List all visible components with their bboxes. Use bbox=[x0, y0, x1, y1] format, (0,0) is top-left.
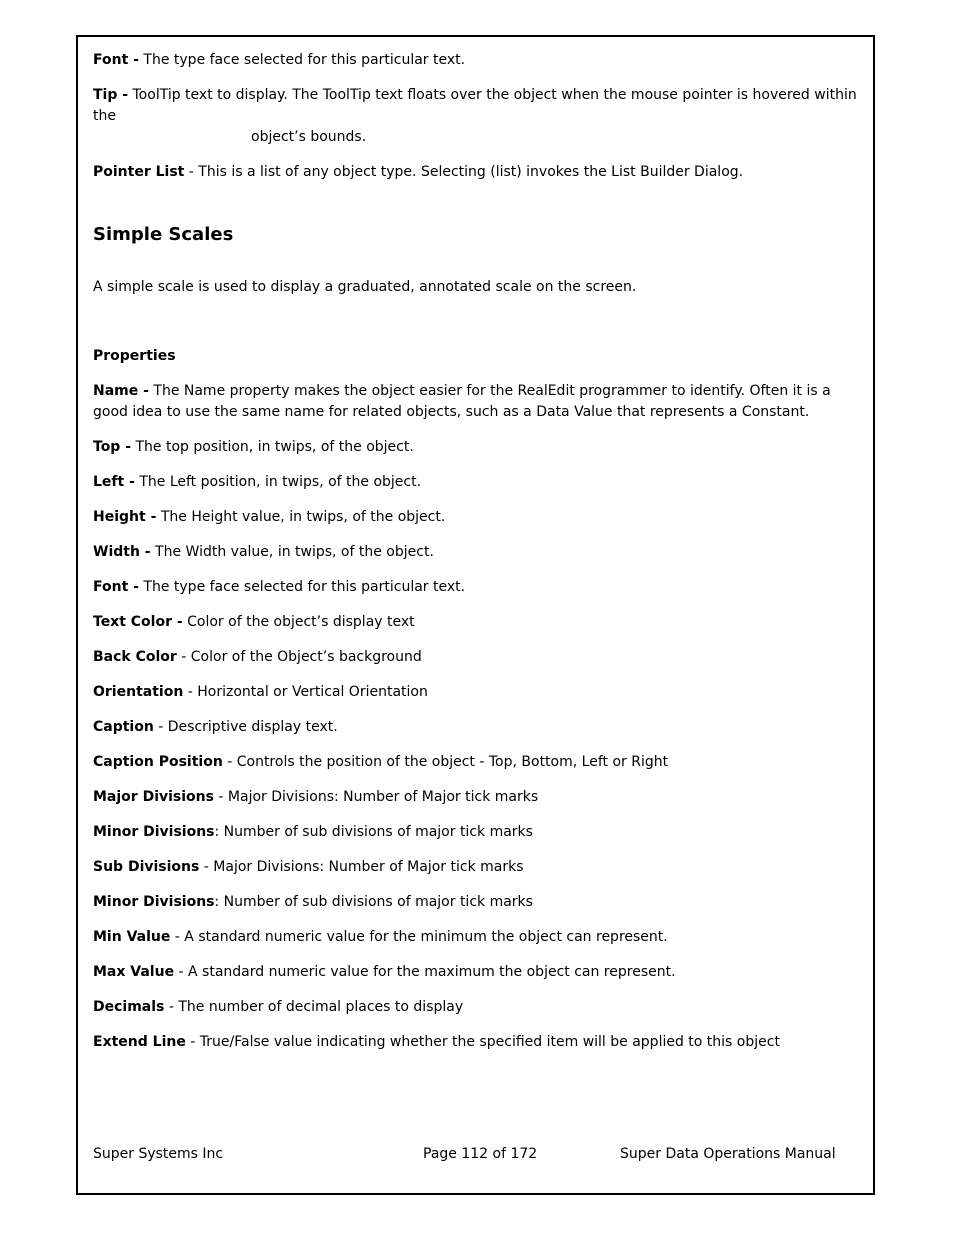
property-description: - Major Divisions: Number of Major tick marks bbox=[199, 859, 524, 875]
property-label: Max Value bbox=[93, 964, 175, 980]
property-description: ToolTip text to display. The ToolTip text floats over the object when the mouse pointer is hovered within the bbox=[93, 87, 857, 124]
property-description: : Number of sub divisions of major tick marks bbox=[214, 894, 533, 910]
property-description: - True/False value indicating whether the specified item will be applied to this object bbox=[185, 1034, 780, 1050]
property-description: The type face selected for this particular text. bbox=[138, 579, 466, 595]
property-item bbox=[93, 822, 858, 843]
properties-list bbox=[93, 381, 858, 1053]
property-pointer-list bbox=[93, 162, 858, 183]
property-item bbox=[93, 507, 858, 528]
property-item bbox=[93, 962, 858, 983]
property-label: Left - bbox=[93, 474, 135, 490]
property-label: Tip - bbox=[93, 87, 129, 103]
property-label: Orientation bbox=[93, 684, 184, 700]
property-description: Color of the object’s display text bbox=[182, 614, 415, 630]
property-description: - A standard numeric value for the minimum the object can represent. bbox=[170, 929, 668, 945]
property-item bbox=[93, 437, 858, 458]
property-description: The Width value, in twips, of the object. bbox=[150, 544, 434, 560]
property-label: Height - bbox=[93, 509, 157, 525]
property-font bbox=[93, 50, 858, 71]
property-description: - Horizontal or Vertical Orientation bbox=[183, 684, 428, 700]
property-label: Min Value bbox=[93, 929, 171, 945]
property-label: Decimals bbox=[93, 999, 165, 1015]
property-description: The type face selected for this particular text. bbox=[138, 52, 466, 68]
property-tip bbox=[93, 85, 858, 148]
property-label: Minor Divisions bbox=[93, 894, 215, 910]
property-label: Width - bbox=[93, 544, 151, 560]
footer-manual-title: Super Data Operations Manual bbox=[620, 1146, 836, 1162]
property-item bbox=[93, 542, 858, 563]
section-intro: A simple scale is used to display a graduated, annotated scale on the screen. bbox=[93, 279, 637, 295]
property-description: The Height value, in twips, of the object. bbox=[156, 509, 446, 525]
property-item bbox=[93, 752, 858, 773]
property-description: The top position, in twips, of the object. bbox=[131, 439, 414, 455]
property-item bbox=[93, 927, 858, 948]
property-label: Top - bbox=[93, 439, 132, 455]
property-item bbox=[93, 997, 858, 1018]
property-label: Text Color - bbox=[93, 614, 183, 630]
property-description: : Number of sub divisions of major tick marks bbox=[214, 824, 533, 840]
property-item bbox=[93, 717, 858, 738]
property-label: Sub Divisions bbox=[93, 859, 200, 875]
property-label: Minor Divisions bbox=[93, 824, 215, 840]
property-label: Font - bbox=[93, 52, 139, 68]
property-item bbox=[93, 1032, 858, 1053]
property-label: Font - bbox=[93, 579, 139, 595]
property-description: - A standard numeric value for the maximum the object can represent. bbox=[174, 964, 676, 980]
property-label: Caption Position bbox=[93, 754, 223, 770]
property-description: - Controls the position of the object - Top, Bottom, Left or Right bbox=[222, 754, 669, 770]
section-heading: Simple Scales bbox=[93, 224, 234, 245]
footer-page-number: Page 112 of 172 bbox=[423, 1146, 538, 1162]
property-item bbox=[93, 892, 858, 913]
property-description-continued: object’s bounds. bbox=[251, 129, 367, 145]
property-description: - Color of the Object’s background bbox=[176, 649, 422, 665]
property-label: Caption bbox=[93, 719, 154, 735]
property-description: - The number of decimal places to display bbox=[164, 999, 464, 1015]
property-item bbox=[93, 577, 858, 598]
property-item bbox=[93, 647, 858, 668]
property-description: - Descriptive display text. bbox=[153, 719, 338, 735]
property-item bbox=[93, 472, 858, 493]
properties-heading: Properties bbox=[93, 348, 176, 364]
property-description: The Name property makes the object easier for the RealEdit programmer to identify. Often it is a good idea to use the same name for related objects, such as a Data Value that represents a Constant. bbox=[93, 383, 831, 420]
footer-company: Super Systems Inc bbox=[93, 1146, 224, 1162]
page-content bbox=[93, 50, 858, 1067]
property-label: Back Color bbox=[93, 649, 177, 665]
property-item bbox=[93, 682, 858, 703]
property-description: - This is a list of any object type. Selecting (list) invokes the List Builder Dialog. bbox=[184, 164, 744, 180]
property-description: The Left position, in twips, of the object. bbox=[134, 474, 422, 490]
property-label: Name - bbox=[93, 383, 149, 399]
property-label: Extend Line bbox=[93, 1034, 186, 1050]
property-item bbox=[93, 612, 858, 633]
property-item bbox=[93, 787, 858, 808]
property-item bbox=[93, 381, 858, 423]
property-description: - Major Divisions: Number of Major tick marks bbox=[213, 789, 539, 805]
property-item bbox=[93, 857, 858, 878]
property-label: Major Divisions bbox=[93, 789, 214, 805]
property-label: Pointer List bbox=[93, 164, 185, 180]
